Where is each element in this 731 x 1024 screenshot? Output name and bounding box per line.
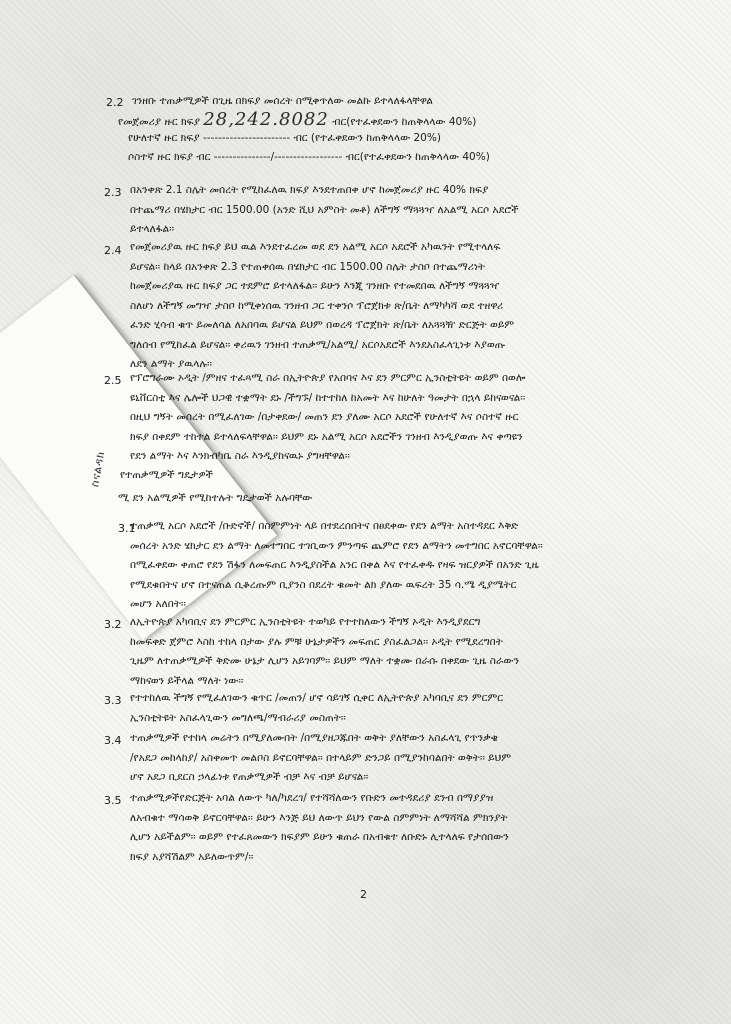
section-2-3-line: ይተላለፋል፡፡ bbox=[130, 223, 175, 235]
payment-line-1-label: የመጀመሪያ ዙር ክፍያ bbox=[118, 116, 200, 128]
section-2-4-line: ከመጀመሪያዉ ዙር ክፍያ ጋር ተደምሮ ይተላለፋል፡፡ ይሁን እንጂ ገንዘቡ የተመደበዉ ለችግኝ ማጓጓዣ bbox=[130, 280, 500, 292]
section-3-3-number: 3.3 bbox=[104, 694, 122, 707]
payment-line-3-label: ሶስተኛ ዙር ክፍያ ብር bbox=[128, 151, 211, 163]
section-3-2-line: ጊዜም ለተጠቃሚዎች ቅድሙ ሁኔታ ሊሆን አይገባም፡፡ ይህም ማለት ተቋሙ በራሱ በቀደው ጊዜ ስራውን bbox=[130, 655, 520, 667]
section-2-4-line: የመጀመሪያዉ ዙር ክፍያ ይህ ዉል እንደተፈረመ ወደ ደን አልሚ አርሶ አደሮች አካዉንት የሚተላለፍ bbox=[130, 241, 501, 253]
section-3-2-line: ለኢትዮጵያ አካባቢና ደን ምርምር ኢንስቲትዩት ተወካይ የተተከለውን ችግኝ ኦዲት እንዲያደርግ bbox=[130, 616, 481, 628]
section-2-5-line: የፕሮግራሙ ኦዲት /ምዘና ተፈጻሚ ስራ በኢትዮጵያ የአበባና እና ደን ምርምር ኢንስቲትዩት ወይም በወሎ bbox=[130, 372, 526, 384]
section-3-1-number: 3.1 bbox=[118, 522, 136, 535]
section-3-1-text bbox=[130, 517, 685, 615]
handwritten-amount: 28,242.8082 bbox=[203, 109, 329, 130]
folded-paper-label: ስናልዳክ bbox=[88, 449, 108, 488]
section-3-intro: ሚ ደን አልሚዎች የሚከተሉት ግዴታወች አሉባቸው bbox=[118, 492, 313, 504]
section-3-5-text bbox=[130, 789, 685, 867]
section-2-5-text bbox=[130, 369, 685, 467]
page-number: 2 bbox=[360, 888, 367, 901]
payment-line-2-blank: ----------------------- bbox=[202, 132, 291, 144]
payment-line-2-suffix: ብር (የተፈቀደውን ከጠቅላላው 20%) bbox=[293, 132, 441, 144]
section-2-3-line: በተጨማሪ በሄክታር ብር 1500.00 (አንድ ሺህ አምስት መቶ) ለችግኝ ማጓጓዣ ለአልሚ አርሶ አደሮች bbox=[130, 203, 519, 216]
section-3-3-line: ኢንስቲትዩት አስፈላጊውን መግለጫ/ማብራሪያ መስጠት፡፡ bbox=[130, 711, 346, 724]
section-3-4-line: ተጠቃሚዎች የተከላ መሬትን በሚያለሙበት /በሚያዘጋጁበት ወቅት ያለቸውን አስፈላጊ የጥንቃቄ bbox=[130, 732, 498, 744]
section-3-4-number: 3.4 bbox=[104, 734, 122, 747]
section-3-1-line: መሆን አለበት፡፡ bbox=[130, 598, 186, 610]
section-2-2-number: 2.2 bbox=[106, 96, 124, 109]
section-2-4-number: 2.4 bbox=[104, 244, 122, 257]
section-3-1-line: በሚፈቀደው ቀጠሮ የደን ሽፋን ለመፍጠር እንዲያስችል አንር በቀል እና የተፈቀዱ የዛፍ ዝርያዎች በአንድ ጊዜ bbox=[130, 559, 539, 571]
payment-line-3-suffix: ብር(የተፈቀደውን ከጠቅላላው 40%) bbox=[345, 151, 490, 163]
section-3-3-text bbox=[130, 689, 685, 728]
section-3-4-line: ሆኖ አደጋ ቢደርስ ኃላፊነቱ የጠቃሚዎች ብቻ እና ብቻ ይሆናል፡፡ bbox=[130, 771, 369, 783]
section-3-2-text bbox=[130, 613, 685, 691]
section-2-4-line: ስለሆነ ለችግኝ መግዣ ታስቦ ከሚቀነሰዉ ገንዘብ ጋር ተቀንሶ ፕሮጀክቱ ጽ/ቤት ለማካካሻ ወደ ተዘዋሪ bbox=[130, 299, 503, 312]
section-2-4-line: ግለሰብ የሚከፈል ይሆናል፡፡ ቀሪዉን ገንዘብ ተጠቃሚ/አልሚ/ አርሶአደሮች እንደአስፈላጊነቱ እያወጡ bbox=[130, 338, 506, 351]
payment-line-2 bbox=[128, 129, 441, 148]
section-3-3-line: የተተከለዉ ችግኝ የሚፈለገውን ቁጥር /መጠን/ ሆኖ ሳይገኝ ሲቀር ለኢትዮጵያ አካባቢና ደን ምርምር bbox=[130, 692, 504, 704]
section-3-heading: የተጠቃሚዎች ግዴታዎች bbox=[120, 469, 214, 481]
section-3-5-line: ተጠቃሚዎችየድርጅት አባል ለውጥ ካለ/ካደረገ/ የተሻሻለውን የቡድን መተዳደሪያ ደንብ በማያያዝ bbox=[130, 792, 494, 804]
section-3-2-line: ከመፍቀድ ጀምሮ እስከ ተከላ በታው ያሉ ምቹ ሁኔታዎችን መፍጠር ያስፈልጋል፡፡ ኦዲት የሚደረግበት bbox=[130, 635, 503, 648]
section-2-3-number: 2.3 bbox=[104, 186, 122, 199]
section-2-5-line: የደን ልማት እና እንክብካቤ ስራ እንዲያከናዉኑ ያግዛቸዋል፡፡ bbox=[130, 450, 350, 462]
section-3-5-line: ክፍያ አያሻሽልም አይለውጥም/፡፡ bbox=[130, 850, 254, 863]
payment-line-3 bbox=[128, 148, 490, 167]
section-2-3-line: በአንቀጽ 2.1 ስሌት መሰረት የሚከፈለዉ ክፍያ እንደተጠበቀ ሆኖ ከመጀመሪያ ዙር 40% ክፍያ bbox=[130, 184, 489, 196]
section-2-5-number: 2.5 bbox=[104, 374, 122, 387]
section-3-5-line: ሊሆን አይችልም፡፡ ወይም የተፈጸመውን ክፍያም ይሁን ቁጠራ በአብቁተ ለቡድኑ ሊተላለፍ የታሰበውን bbox=[130, 831, 509, 843]
section-3-2-line: ማከናወን ይችላል ማለት ነው፡፡ bbox=[130, 674, 244, 687]
section-2-4-text bbox=[130, 238, 685, 375]
section-2-5-line: ዩኒቨርስቲ እና ሌሎች ህጋዊ ተቋማት ደኑ /ችግኙ/ ከተተከለ ከአመት እና ከሁለት ዓመታት በኋላ ይከናወናል፡፡ bbox=[130, 391, 526, 404]
payment-line-3-blank: ---------------/------------------ bbox=[213, 151, 343, 163]
section-2-4-line: ይሆናል፡፡ ከላይ በአንቀጽ 2.3 የተጠቀሰዉ በሄክታር ብር 1500.00 ስሌት ታስቦ በተጨማሪነት bbox=[130, 260, 486, 273]
section-3-2-number: 3.2 bbox=[104, 618, 122, 631]
section-3-5-line: ለአብቁተ ማሳወቅ ይኖርባቸዋል፡፡ ይሁን እንጅ ይህ ለውጥ ይህን የውል ስምምነት ለማሻሻል ምክንያት bbox=[130, 811, 508, 824]
section-2-5-line: በዚህ ግኝት መሰረት በሚፈለገው /በታቀደው/ መጠን ደን ያለሙ አርሶ አደሮች የሁለተኛ እና ሶስተኛ ዙር bbox=[130, 411, 519, 423]
section-3-5-number: 3.5 bbox=[104, 794, 122, 807]
section-2-4-line: ፈንድ ሂሳብ ቁጥ ይመለሳል ለአበባዉ ይሆናል ይህም በወረዳ ፕሮጀክት ጽ/ቤት ለአጓጓዥ ድርጅት ወይም bbox=[130, 319, 515, 331]
section-2-4-line: ለደን ልማት ያዉላሉ፡፡ bbox=[130, 358, 212, 370]
payment-line-2-label: የሁለተኛ ዙር ክፍያ bbox=[128, 132, 200, 144]
section-2-2-heading: ገንዘቡ ተጠቃሚዎች በጊዜ በክፍያ መሰረት በሚቀጥለው መልኩ ይተላለፋላቸዋል bbox=[132, 95, 433, 107]
payment-line-1-suffix: ብር(የተፈቀደውን ከጠቅላላው 40%) bbox=[332, 116, 477, 128]
section-3-1-line: የሚደቁበትና ሆኖ በተናጠል ሲቆረጡም ቢያንስ በደረት ቁመት ልክ ያለው ዉፍረት 35 ሳ.ሜ ዲያሜትር bbox=[130, 578, 517, 591]
section-3-1-line: ተጠቃሚ አርሶ አደሮች /ቡድኖች/ በስምምነት ላይ በተደረሰበትና በፀደቀው የደን ልማት አስተዳደር እቅድ bbox=[130, 520, 519, 532]
section-2-3-text bbox=[130, 181, 685, 240]
section-2-5-line: ክፍያ በቀደም ተከተል ይተላለፍላቸዋል፡፡ ይህም ደኑ አልሚ አርሶ አደሮችን ገንዘብ እንዲያወጡ እና ቀጣዩን bbox=[130, 430, 523, 443]
section-3-1-line: መሰረት አንድ ሄክታር ደን ልማት ለመተግበር ተገቢውን ምንጣፍ ጨምሮ የደን ልማትን መተግበር አኖርባቸዋል፡፡ bbox=[130, 539, 543, 552]
section-3-4-text bbox=[130, 729, 685, 788]
section-3-4-line: /የአደጋ መከላከያ/ አስቀመጥ መልቦስ ይኖርባቸዋል፡፡ በተላይም ድንጋይ በሚያንከባልበት ወቅት፡፡ ይህም bbox=[130, 751, 512, 764]
